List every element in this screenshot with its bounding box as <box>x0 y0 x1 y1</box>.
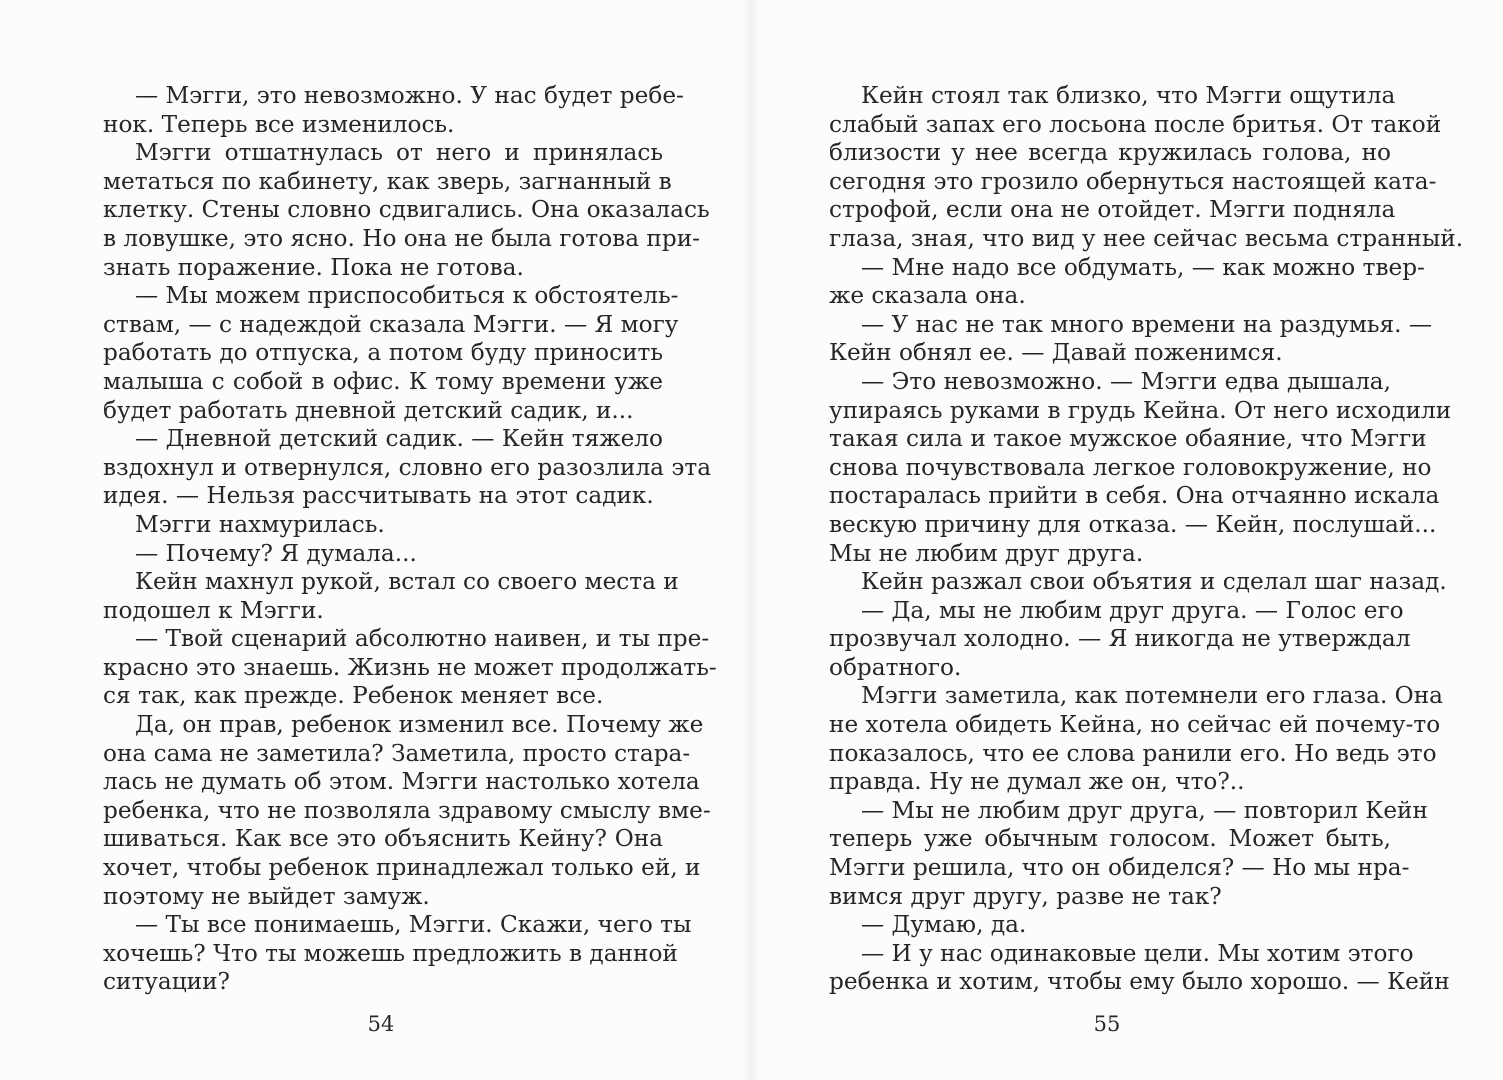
text-line: сегодня это грозило обернуться настоящей ката- <box>829 167 1437 195</box>
text-line: Кейн стоял так близко, что Мэгги ощутила <box>861 82 1396 109</box>
text-line: подошел к Мэгги. <box>103 596 324 624</box>
text-line: — У нас не так много времени на раздумья. — <box>861 310 1433 338</box>
text-line: — Почему? Я думала... <box>135 539 417 567</box>
text-line: Мы не любим друг друга. <box>829 539 1144 567</box>
text-line: — Это невозможно. — Мэгги едва дышала, <box>861 367 1391 395</box>
text-line: такая сила и такое мужское обаяние, что Мэгги <box>829 425 1427 453</box>
text-line: — Мэгги, это невозможно. У нас будет ребе- <box>135 82 684 109</box>
text-line: красно это знаешь. Жизнь не может продолжать- <box>103 653 717 681</box>
text-line: же сказала она. <box>829 282 1026 310</box>
text-line: Мэгги решила, что он обиделся? — Но мы нра- <box>829 854 1410 882</box>
text-line: ся так, как прежде. Ребенок меняет все. <box>103 682 604 710</box>
text-line: показалось, что ее слова ранили его. Но ведь это <box>829 739 1437 767</box>
text-line: — Мне надо все обдумать, — как можно твер- <box>861 253 1425 281</box>
text-line: хочешь? Что ты можешь предложить в данной <box>103 939 678 967</box>
text-line: Да, он прав, ребенок изменил все. Почему же <box>135 711 704 739</box>
right-page <box>756 0 1503 1080</box>
text-line: Мэгги отшатнулась от него и принялась <box>135 139 663 167</box>
text-line: она сама не заметила? Заметила, просто стара- <box>103 739 691 767</box>
text-line: постаралась прийти в себя. Она отчаянно искала <box>829 482 1440 510</box>
text-line: ребенка и хотим, чтобы ему было хорошо. — Кейн <box>829 968 1450 996</box>
text-line: — Дневной детский садик. — Кейн тяжело <box>135 425 663 453</box>
text-line: хочет, чтобы ребенок принадлежал только ей, и <box>103 854 701 882</box>
text-line: вескую причину для отказа. — Кейн, послушай... <box>829 510 1437 538</box>
text-line: Кейн обнял ее. — Давай поженимся. <box>829 339 1283 367</box>
text-line: метаться по кабинету, как зверь, загнанный в <box>103 167 672 195</box>
text-line: идея. — Нельзя рассчитывать на этот садик. <box>103 482 654 510</box>
text-line: будет работать дневной детский садик, и... <box>103 396 634 424</box>
text-line: поэтому не выйдет замуж. <box>103 882 430 910</box>
text-line: ребенка, что не позволяла здравому смыслу вме- <box>103 796 711 824</box>
text-line: нок. Теперь все изменилось. <box>103 110 455 138</box>
text-line: теперь уже обычным голосом. Может быть, <box>829 825 1391 853</box>
left-page <box>0 0 748 1080</box>
text-line: — Мы не любим друг друга, — повторил Кейн <box>861 796 1428 824</box>
text-line: Кейн махнул рукой, встал со своего места и <box>135 568 679 596</box>
text-line: вимся друг другу, разве не так? <box>829 882 1222 910</box>
text-line: клетку. Стены словно сдвигались. Она оказалась <box>103 196 710 224</box>
text-line: — Мы можем приспособиться к обстоятель- <box>135 282 679 310</box>
text-line: — И у нас одинаковые цели. Мы хотим этого <box>861 939 1414 967</box>
text-line: — Думаю, да. <box>861 911 1027 939</box>
left-page-number: 54 <box>367 1012 395 1036</box>
text-line: — Ты все понимаешь, Мэгги. Скажи, чего ты <box>135 911 692 939</box>
text-line: — Да, мы не любим друг друга. — Голос его <box>861 596 1404 624</box>
text-line: Мэгги заметила, как потемнели его глаза. Она <box>861 682 1443 710</box>
text-line: строфой, если она не отойдет. Мэгги подняла <box>829 196 1396 224</box>
text-line: обратного. <box>829 653 962 681</box>
text-line: правда. Ну не думал же он, что?.. <box>829 768 1245 796</box>
text-line: Кейн разжал свои объятия и сделал шаг назад. <box>861 568 1447 596</box>
text-line: малыша с собой в офис. К тому времени уже <box>103 367 663 395</box>
text-line: ствам, — с надеждой сказала Мэгги. — Я могу <box>103 310 679 338</box>
text-line: работать до отпуска, а потом буду приносить <box>103 339 663 367</box>
text-line: лась не думать об этом. Мэгги настолько хотела <box>103 768 700 796</box>
text-line: прозвучал холодно. — Я никогда не утверждал <box>829 625 1411 653</box>
text-line: не хотела обидеть Кейна, но сейчас ей почему-то <box>829 711 1441 739</box>
text-line: шиваться. Как все это объяснить Кейну? Она <box>103 825 663 853</box>
left-page-text <box>103 82 717 997</box>
text-line: глаза, зная, что вид у нее сейчас весьма странный. <box>829 224 1464 252</box>
text-line: знать поражение. Пока не готова. <box>103 253 524 281</box>
text-line: упираясь руками в грудь Кейна. От него исходили <box>829 396 1452 424</box>
text-line: вздохнул и отвернулся, словно его разозлила эта <box>103 453 712 481</box>
right-page-text <box>829 82 1464 997</box>
text-line: ситуации? <box>103 968 230 996</box>
text-line: в ловушке, это ясно. Но она не была готова при- <box>103 224 701 252</box>
right-page-number: 55 <box>1093 1012 1121 1036</box>
text-line: слабый запах его лосьона после бритья. От такой <box>829 110 1442 138</box>
text-line: — Твой сценарий абсолютно наивен, и ты пре- <box>135 625 710 653</box>
text-line: снова почувствовала легкое головокружение, но <box>829 453 1432 481</box>
text-line: Мэгги нахмурилась. <box>135 510 385 538</box>
text-line: близости у нее всегда кружилась голова, но <box>829 139 1391 167</box>
